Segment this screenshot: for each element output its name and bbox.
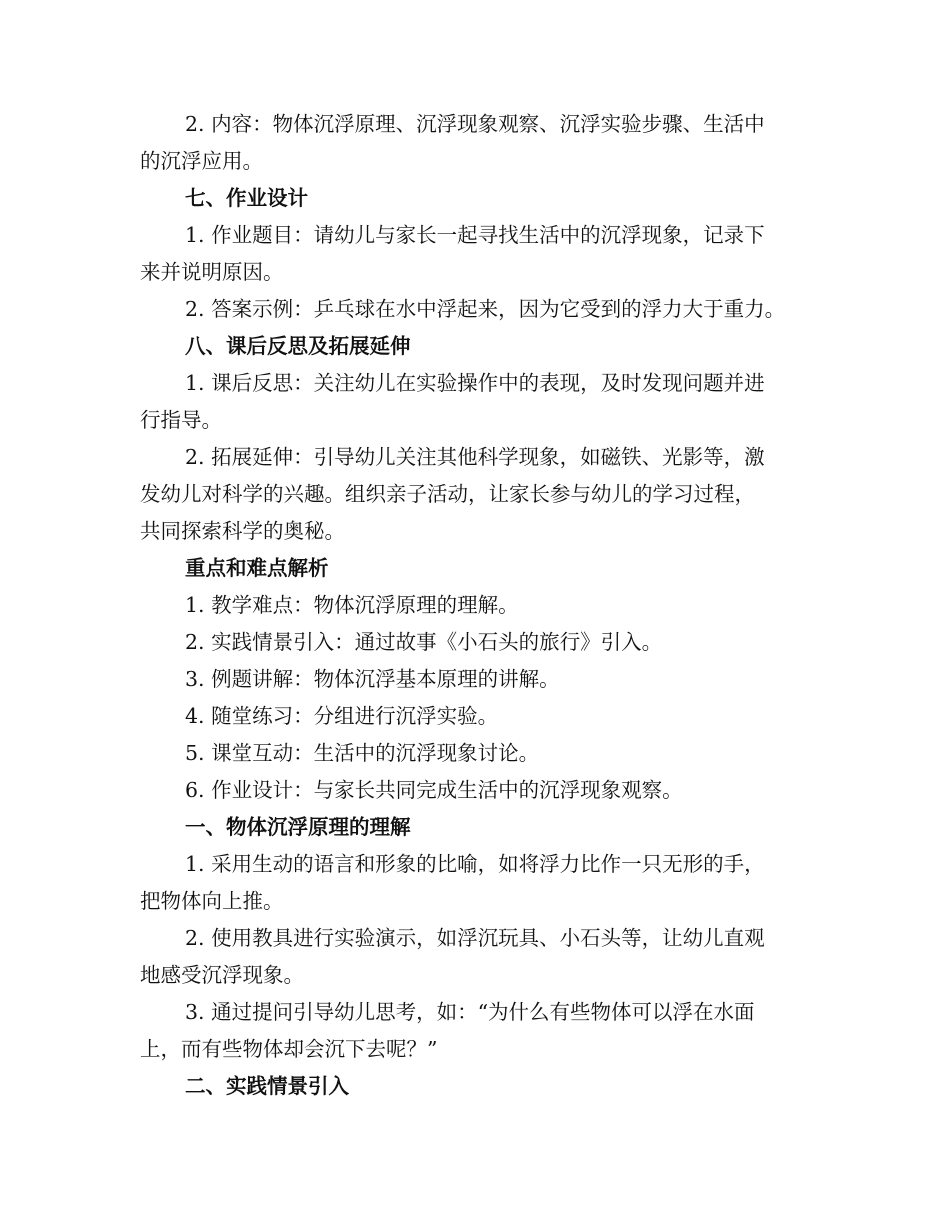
section-heading: 七、作业设计	[185, 186, 308, 210]
text-line: 2. 使用教具进行实验演示，如浮沉玩具、小石头等，让幼儿直观	[185, 926, 765, 950]
text-line: 的沉浮应用。	[140, 149, 263, 173]
text-line: 1. 作业题目：请幼儿与家长一起寻找生活中的沉浮现象，记录下	[185, 223, 765, 247]
text-line: 行指导。	[140, 408, 222, 432]
text-line: 来并说明原因。	[140, 260, 284, 284]
document-body	[140, 106, 820, 1105]
section-heading: 重点和难点解析	[185, 556, 329, 580]
text-line: 地感受沉浮现象。	[140, 963, 304, 987]
text-line: 共同探索科学的奥秘。	[140, 519, 345, 543]
section-heading: 一、物体沉浮原理的理解	[185, 815, 411, 839]
text-line: 1. 课后反思：关注幼儿在实验操作中的表现，及时发现问题并进	[185, 371, 765, 395]
text-line: 3. 例题讲解：物体沉浮基本原理的讲解。	[185, 667, 560, 691]
text-line: 1. 采用生动的语言和形象的比喻，如将浮力比作一只无形的手，	[185, 852, 765, 876]
text-line: 发幼儿对科学的兴趣。组织亲子活动，让家长参与幼儿的学习过程，	[140, 482, 755, 506]
text-line: 4. 随堂练习：分组进行沉浮实验。	[185, 704, 499, 728]
text-line: 2. 实践情景引入：通过故事《小石头的旅行》引入。	[185, 630, 663, 654]
text-line: 6. 作业设计：与家长共同完成生活中的沉浮现象观察。	[185, 778, 683, 802]
text-line: 5. 课堂互动：生活中的沉浮现象讨论。	[185, 741, 540, 765]
text-line: 把物体向上推。	[140, 889, 284, 913]
text-line: 3. 通过提问引导幼儿思考，如：“为什么有些物体可以浮在水面	[185, 1000, 755, 1024]
section-heading: 二、实践情景引入	[185, 1074, 349, 1098]
text-line: 2. 内容：物体沉浮原理、沉浮现象观察、沉浮实验步骤、生活中	[185, 112, 765, 136]
text-line: 2. 答案示例：乒乓球在水中浮起来，因为它受到的浮力大于重力。	[185, 297, 786, 321]
text-line: 2. 拓展延伸：引导幼儿关注其他科学现象，如磁铁、光影等，激	[185, 445, 765, 469]
text-line: 1. 教学难点：物体沉浮原理的理解。	[185, 593, 519, 617]
section-heading: 八、课后反思及拓展延伸	[185, 334, 411, 358]
text-line: 上，而有些物体却会沉下去呢？”	[140, 1037, 438, 1061]
